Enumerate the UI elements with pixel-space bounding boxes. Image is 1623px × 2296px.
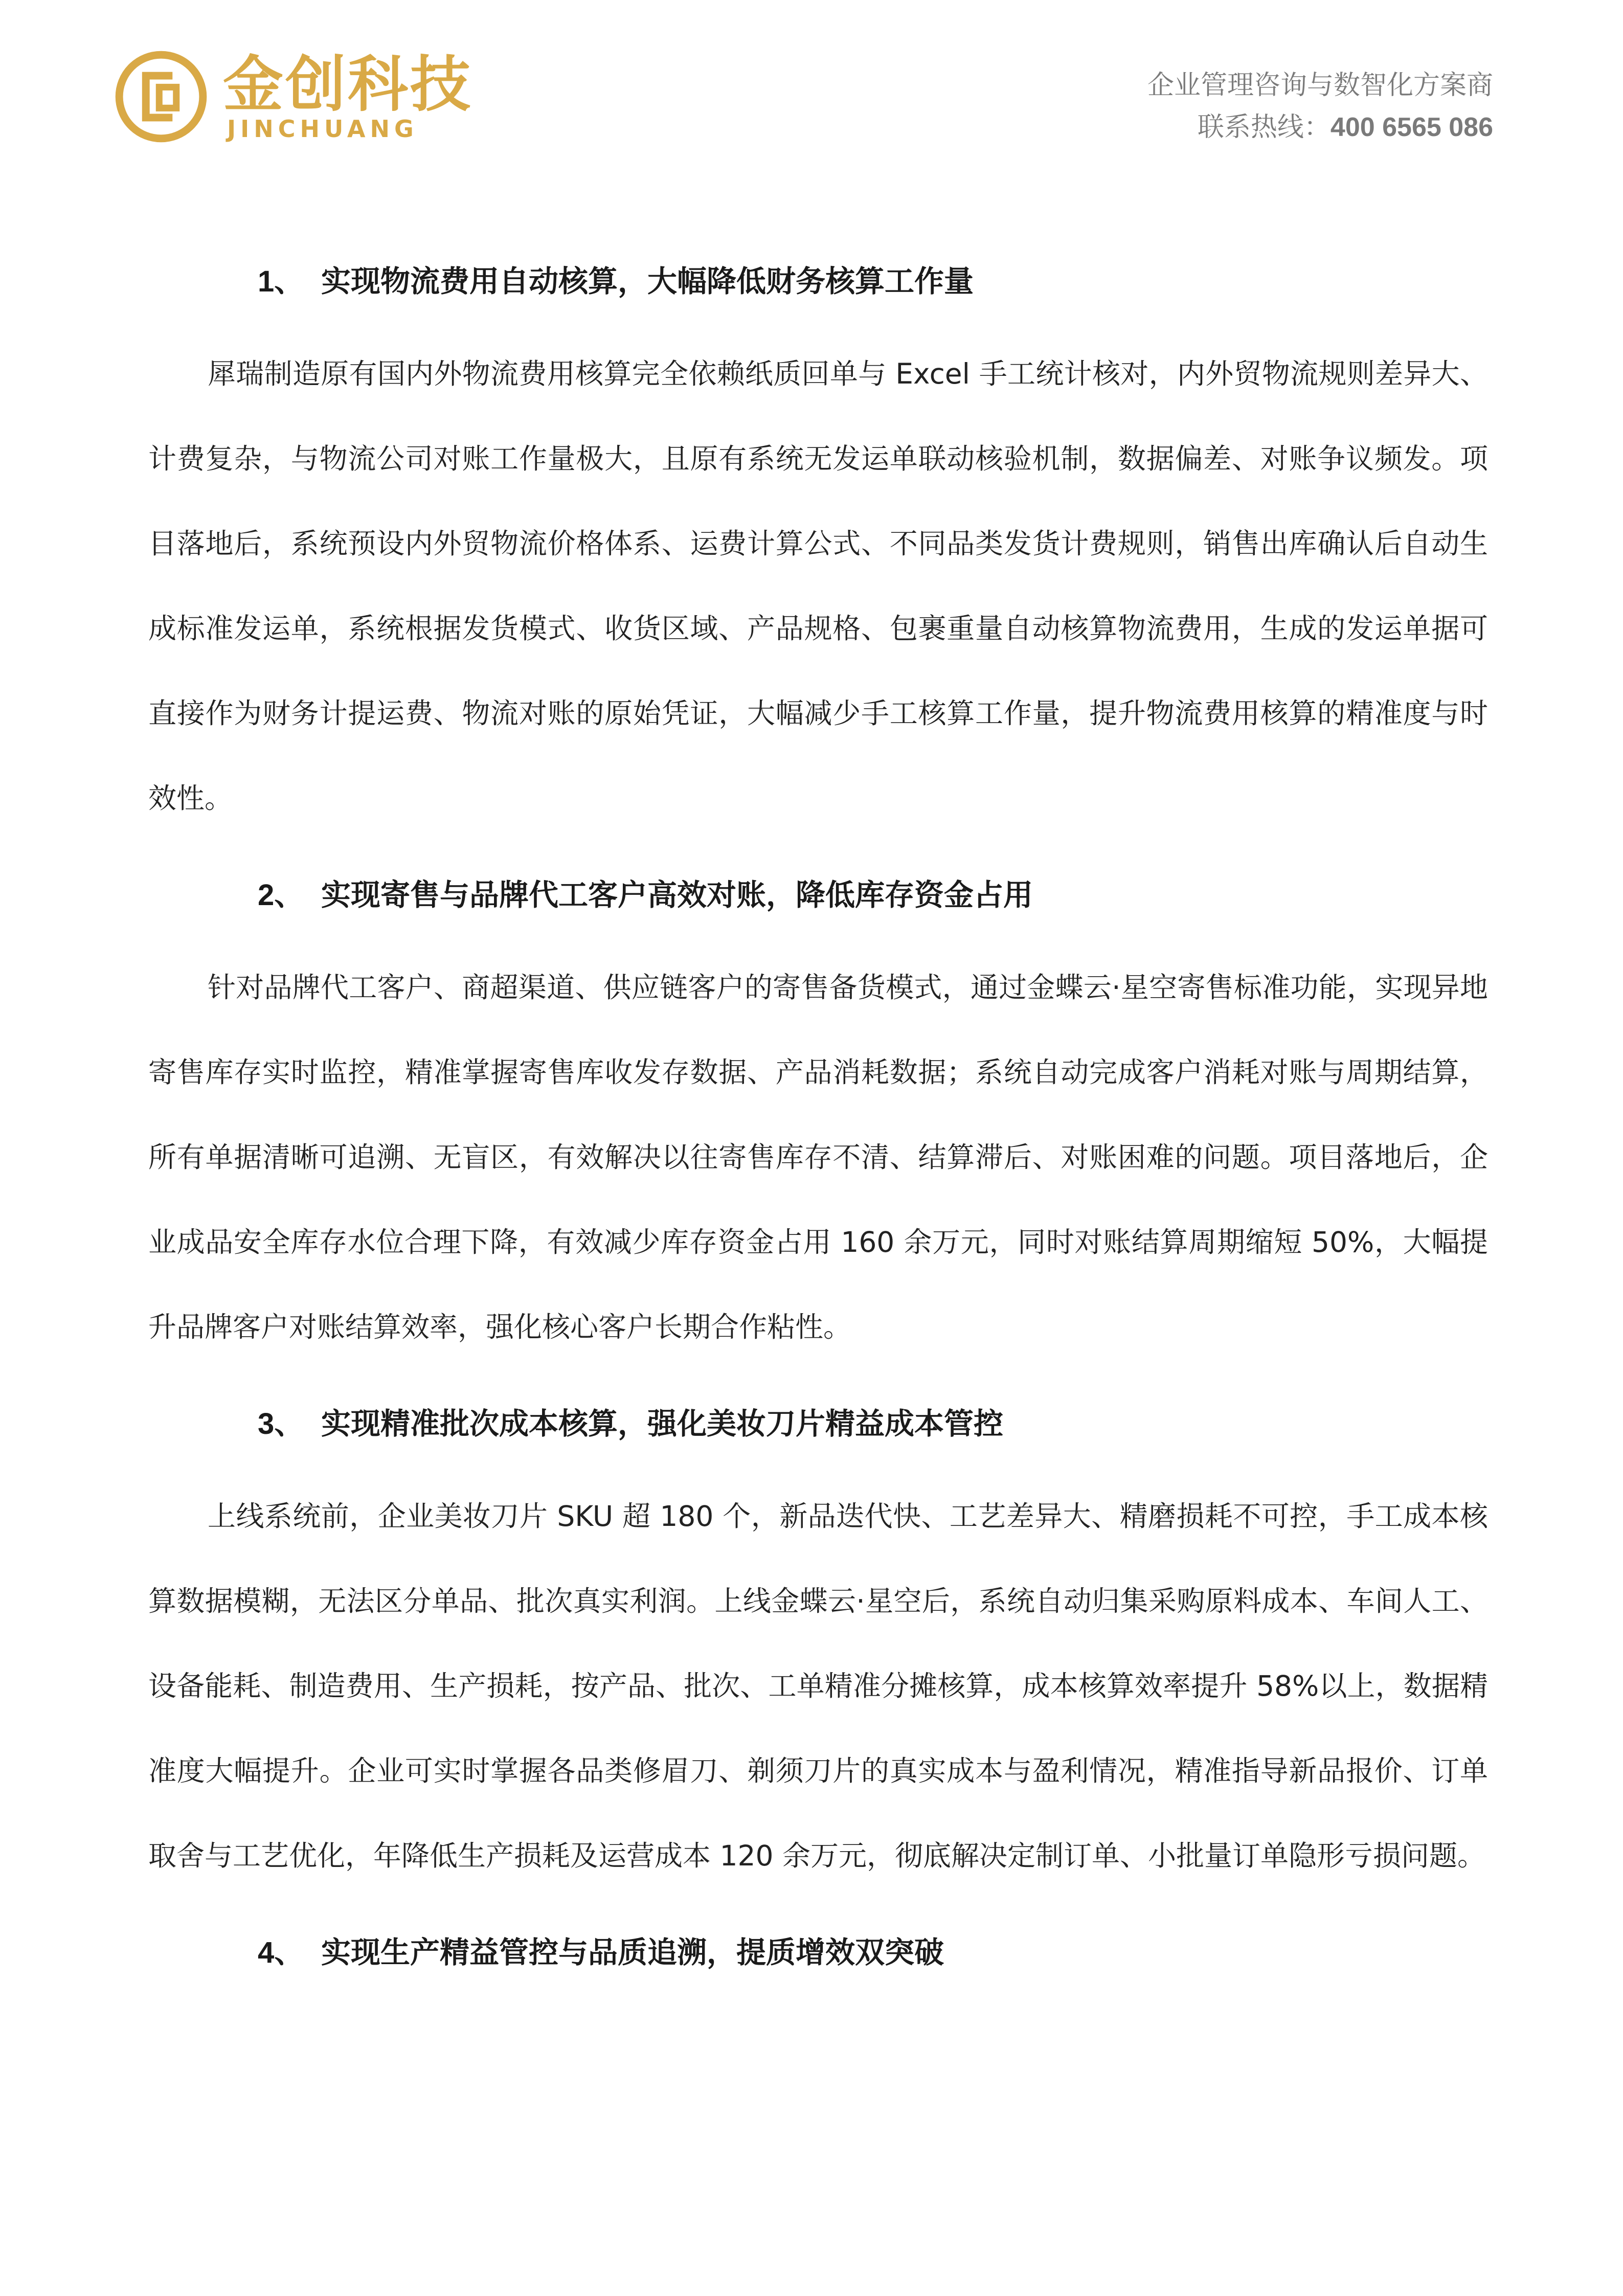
section-1-title: 实现物流费用自动核算，大幅降低财务核算工作量 <box>321 264 974 299</box>
logo-chinese-name: 金创科技 <box>223 49 473 120</box>
hotline-label: 联系热线： <box>1197 112 1331 143</box>
section-2-title: 实现寄售与品牌代工客户高效对账，降低库存资金占用 <box>321 877 1033 912</box>
section-1-paragraph: 犀瑞制造原有国内外物流费用核算完全依赖纸质回单与 Excel 手工统计核对，内外贸物流规则差异大、计费复杂，与物流公司对账工作量极大，且原有系统无发运单联动核验机制，数据偏差、对账争议频发。项目落地后，系统预设内外贸物流价格体系、运费计算公式、不同品类发货计费规则，销售出库确认后自动生成标准发运单，系统根据发货模式、收货区域、产品规格、包裹重量自动核算物流费用，生成的发运单据可直接作为财务计提运费、物流对账的原始凭证，大幅减少手工核算工作量，提升物流费用核算的精准度与时效性。 <box>148 357 1488 815</box>
section-1-heading <box>148 245 1488 317</box>
company-logo <box>114 49 473 149</box>
hotline-number: 400 6565 086 <box>1330 112 1493 142</box>
company-tagline: 企业管理咨询与数智化方案商 <box>1147 70 1493 101</box>
hotline-line <box>1147 106 1493 148</box>
section-4-number: 4、 <box>258 1936 304 1969</box>
section-3-number: 3、 <box>258 1407 304 1440</box>
section-2-heading <box>148 859 1488 931</box>
section-3-title: 实现精准批次成本核算，强化美妆刀片精益成本管控 <box>321 1406 1004 1441</box>
document-body <box>148 245 1488 1988</box>
header-contact <box>1147 64 1493 148</box>
section-2-number: 2、 <box>258 879 304 912</box>
section-3-paragraph: 上线系统前，企业美妆刀片 SKU 超 180 个，新品迭代快、工艺差异大、精磨损耗不可控，手工成本核算数据模糊，无法区分单品、批次真实利润。上线金蝶云·星空后，系统自动归集采购原料成本、车间人工、设备能耗、制造费用、生产损耗，按产品、批次、工单精准分摊核算，成本核算效率提升 58%以上，数据精准度大幅提升。企业可实时掌握各品类修眉刀、剃须刀片的真实成本与盈利情况，精准指导新品报价、订单取舍与工艺优化，年降低生产损耗及运营成本 120 余万元，彻底解决定制订单、小批量订单隐形亏损问题。 <box>148 1500 1488 1872</box>
section-2-paragraph: 针对品牌代工客户、商超渠道、供应链客户的寄售备货模式，通过金蝶云·星空寄售标准功能，实现异地寄售库存实时监控，精准掌握寄售库收发存数据、产品消耗数据；系统自动完成客户消耗对账与周期结算，所有单据清晰可追溯、无盲区，有效解决以往寄售库存不清、结算滞后、对账困难的问题。项目落地后，企业成品安全库存水位合理下降，有效减少库存资金占用 160 余万元，同时对账结算周期缩短 50%，大幅提升品牌客户对账结算效率，强化核心客户长期合作粘性。 <box>148 971 1488 1343</box>
logo-english-name: JINCHUANG <box>227 115 418 143</box>
section-4-heading <box>148 1917 1488 1988</box>
section-4-title: 实现生产精益管控与品质追溯，提质增效双突破 <box>321 1935 944 1970</box>
jinchuang-logo-icon <box>114 49 209 144</box>
section-3-heading <box>148 1388 1488 1459</box>
section-1-number: 1、 <box>258 265 304 298</box>
